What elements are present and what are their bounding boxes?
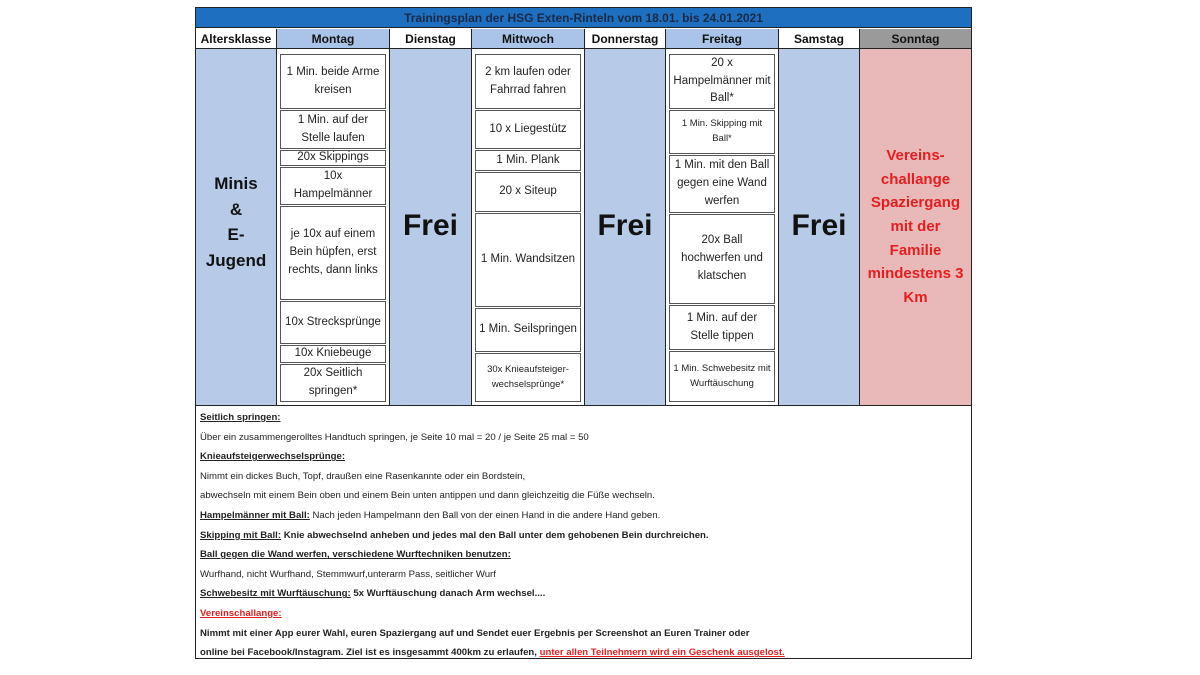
note-text: abwechseln mit einem Bein oben und einem Bein unten antippen und dann gleichzeitig die Füße wechseln. xyxy=(200,490,655,502)
note-text: Wurfhand, nicht Wurfhand, Stemmwurf,unterarm Pass, seitlicher Wurf xyxy=(200,568,496,580)
note-heading: Vereinschallange: xyxy=(200,607,282,619)
note-text: Nimmt mit einer App eurer Wahl, euren Spaziergang auf und Sendet euer Ergebnis per Screenshot an Euren Trainer oder xyxy=(200,627,750,639)
challenge-line: Vereins- xyxy=(886,147,945,164)
note-heading: Skipping mit Ball: xyxy=(200,529,282,541)
wednesday-exercise: 30x Knieaufsteiger-wechselsprünge* xyxy=(475,353,581,402)
saturday-free-label: Frei xyxy=(791,209,847,242)
challenge-line: Spaziergang xyxy=(870,194,961,212)
thursday-free-label: Frei xyxy=(597,209,653,242)
monday-exercise: 1 Min. auf der Stelle laufen xyxy=(280,110,386,149)
friday-exercise: 1 Min. auf der Stelle tippen xyxy=(669,305,775,350)
saturday-column xyxy=(779,49,860,405)
note-heading: Schwebesitz mit Wurftäuschung: xyxy=(200,588,351,600)
age-group-line: Jugend xyxy=(205,250,267,270)
wednesday-exercise: 1 Min. Wandsitzen xyxy=(475,213,581,307)
age-group-line: E- xyxy=(227,225,245,244)
note-text: Knie abwechselnd anheben und jedes mal den Ball unter dem gehobenen Bein durchreichen. xyxy=(281,529,709,541)
note-text: Über ein zusammengerolltes Handtuch springen, je Seite 10 mal = 20 / je Seite 25 mal = 50 xyxy=(200,431,589,443)
wednesday-exercise: 2 km laufen oder Fahrrad fahren xyxy=(475,54,581,109)
friday-exercise: 1 Min. Schwebesitz mit Wurftäuschung xyxy=(669,351,775,402)
header-saturday: Samstag xyxy=(779,29,860,49)
monday-exercise: 20x Seitlich springen* xyxy=(280,364,386,402)
wednesday-exercise: 10 x Liegestütz xyxy=(475,110,581,149)
note-text: Nach jeden Hampelmann den Ball von der einen Hand in die andere Hand geben. xyxy=(309,509,661,521)
monday-exercise: je 10x auf einem Bein hüpfen, erst rechts, dann links xyxy=(280,206,386,300)
sunday-column xyxy=(860,49,971,405)
note-heading: Seitlich springen: xyxy=(200,412,281,423)
note-text: online bei Facebook/Instagram. Ziel ist es insgesammt 400km zu erlaufen, xyxy=(200,647,540,659)
age-group-label xyxy=(196,171,276,273)
friday-exercise: 20 x Hampelmänner mit Ball* xyxy=(669,54,775,109)
age-group-line: & xyxy=(229,199,243,219)
wednesday-exercise: 1 Min. Plank xyxy=(475,150,581,171)
monday-exercise: 1 Min. beide Arme kreisen xyxy=(280,54,386,109)
friday-exercise: 20x Ball hochwerfen und klatschen xyxy=(669,214,775,304)
header-wednesday: Mittwoch xyxy=(472,29,585,49)
note-text: 5x Wurftäuschung danach Arm wechsel.... xyxy=(350,588,546,600)
wednesday-column xyxy=(472,49,585,405)
plan-title: Trainingsplan der HSG Exten-Rinteln vom 18.01. bis 24.01.2021 xyxy=(196,8,971,28)
challenge-line: mindestens 3 xyxy=(867,265,964,283)
tuesday-column xyxy=(390,49,472,405)
header-thursday: Donnerstag xyxy=(585,29,666,49)
challenge-line: challange xyxy=(880,170,951,188)
thursday-column xyxy=(585,49,666,405)
note-heading: Knieaufsteigerwechselsprünge: xyxy=(200,451,346,463)
header-age-group: Altersklasse xyxy=(196,29,277,49)
note-heading: Hampelmänner mit Ball: xyxy=(200,509,310,521)
monday-column xyxy=(277,49,390,405)
header-tuesday: Dienstag xyxy=(390,29,472,49)
monday-exercise: 10x Kniebeuge xyxy=(280,345,386,363)
monday-exercise: 10x Hampelmänner xyxy=(280,167,386,205)
wednesday-exercise: 20 x Siteup xyxy=(475,172,581,212)
note-text: Nimmt ein dickes Buch, Topf, draußen eine Rasenkannte oder ein Bordstein, xyxy=(200,470,526,482)
challenge-line: mit der xyxy=(890,218,941,236)
friday-column xyxy=(666,49,779,405)
age-group-column xyxy=(196,49,277,405)
age-group-line: Minis xyxy=(214,174,258,193)
exercise-notes xyxy=(196,405,971,658)
tuesday-free-label: Frei xyxy=(402,209,459,242)
friday-exercise: 1 Min. Skipping mit Ball* xyxy=(669,110,775,154)
header-friday: Freitag xyxy=(666,29,779,49)
monday-exercise: 20x Skippings xyxy=(280,150,386,166)
header-sunday: Sonntag xyxy=(860,29,971,49)
club-challenge-text xyxy=(860,144,971,310)
challenge-line: Familie xyxy=(889,241,942,259)
challenge-line: Km xyxy=(903,289,928,307)
note-heading: Ball gegen die Wand werfen, verschiedene Wurftechniken benutzen: xyxy=(200,549,511,561)
friday-exercise: 1 Min. mit den Ball gegen eine Wand werfen xyxy=(669,155,775,213)
header-monday: Montag xyxy=(277,29,390,49)
training-plan-sheet xyxy=(195,7,972,659)
monday-exercise: 10x Strecksprünge xyxy=(280,301,386,344)
prize-note: unter allen Teilnehmern wird ein Geschenk ausgelost. xyxy=(539,647,785,659)
wednesday-exercise: 1 Min. Seilspringen xyxy=(475,308,581,352)
